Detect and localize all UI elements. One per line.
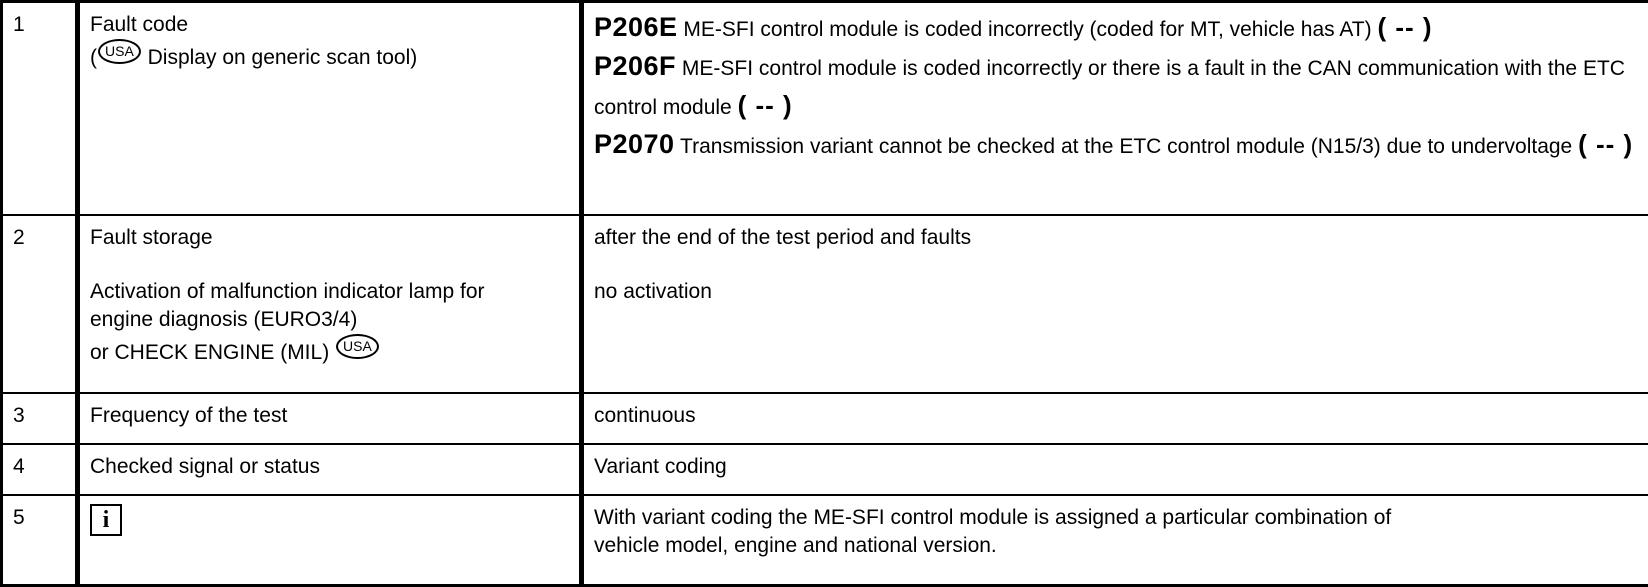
fault-status: ( -- ) xyxy=(1377,12,1432,42)
fault-status: ( -- ) xyxy=(1578,129,1633,159)
fault-entry xyxy=(594,9,1640,48)
table-row-fault-storage xyxy=(2,215,1648,393)
fault-storage-label: Fault storage xyxy=(90,224,571,252)
usa-icon: USA xyxy=(336,334,379,359)
row-label: Fault storage Activation of malfunction indicator lamp for engine diagnosis (EURO3/4) or CHECK ENGINE (MIL) USA xyxy=(78,215,582,393)
fault-code: P206F xyxy=(594,51,676,81)
row-label: Frequency of the test xyxy=(78,393,582,444)
mil-activation-value: no activation xyxy=(594,278,1640,306)
scan-tool-note: ( USA Display on generic scan tool) xyxy=(90,39,571,72)
row-value xyxy=(582,215,1648,393)
table-row-frequency xyxy=(2,393,1648,444)
row-number: 5 xyxy=(2,495,78,586)
fault-status: ( -- ) xyxy=(738,90,793,120)
row-label xyxy=(78,2,582,215)
usa-icon: USA xyxy=(98,39,141,64)
fault-entry xyxy=(594,48,1640,126)
info-text: With variant coding the ME-SFI control module is assigned a particular combination of xyxy=(594,504,1640,532)
fault-description: Transmission variant cannot be checked at the ETC control module (N15/3) due to undervoltage xyxy=(675,135,1579,158)
row-value: Variant coding xyxy=(582,444,1648,495)
table-row-fault-code xyxy=(2,2,1648,215)
info-icon: i xyxy=(90,504,122,536)
fault-code: P2070 xyxy=(594,129,675,159)
table-row-info xyxy=(2,495,1648,586)
row-label: Checked signal or status xyxy=(78,444,582,495)
row-number: 2 xyxy=(2,215,78,393)
fault-code-title: Fault code xyxy=(90,11,571,39)
row-label xyxy=(78,495,582,586)
fault-entry xyxy=(594,126,1640,165)
row-number: 3 xyxy=(2,393,78,444)
fault-code: P206E xyxy=(594,12,678,42)
row-number: 4 xyxy=(2,444,78,495)
row-value: With variant coding the ME-SFI control module is assigned a particular combination of vehicle model, engine and national version. xyxy=(582,495,1648,586)
mil-activation-label: Activation of malfunction indicator lamp for xyxy=(90,278,571,306)
row-value: continuous xyxy=(582,393,1648,444)
fault-storage-value: after the end of the test period and faults xyxy=(594,224,1640,252)
table-row-checked-signal xyxy=(2,444,1648,495)
fault-code-list xyxy=(582,2,1648,215)
fault-description: ME-SFI control module is coded incorrectly or there is a fault in the CAN communication with the ETC control module xyxy=(594,57,1625,119)
row-number: 1 xyxy=(2,2,78,215)
fault-description: ME-SFI control module is coded incorrectly (coded for MT, vehicle has AT) xyxy=(678,18,1378,41)
